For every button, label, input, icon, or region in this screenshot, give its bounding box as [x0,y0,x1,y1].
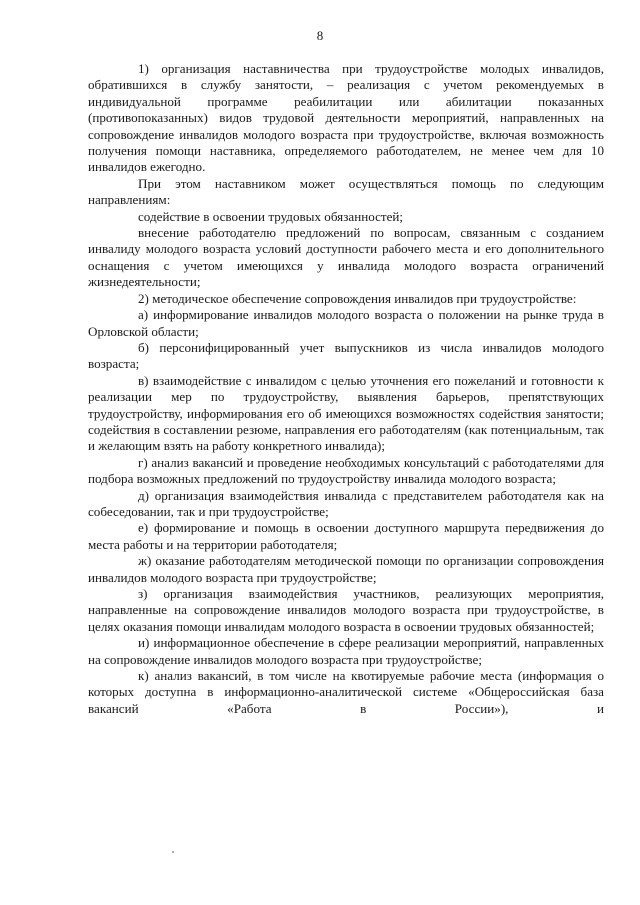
paragraph-methodical-support: 2) методическое обеспечение сопровождения инвалидов при трудоустройстве: [138,290,577,306]
paragraph-mentoring: 1) организация наставничества при трудоустройстве молодых инвалидов, обратившихся в службу занятости, – реализация с учетом рекомендуемых в индивидуальной программе реабилитации или абилитации показанных (противопоказанных) видов трудовой деятельности мероприятий, направленных на сопровождение инвалидов молодого возраста при трудоустройстве, включая возможность получения помощи наставника, определяемого работодателем, не менее чем для 10 инвалидов ежегодно. [88,61,604,175]
paragraph-labor-duties: содействие в освоении трудовых обязанностей; [138,208,404,224]
document-body [88,61,604,717]
paragraph-mentor-help-intro: При этом наставником может осуществляться помощь по следующим направлениям: [88,175,604,208]
paragraph-item-z: з) организация взаимодействия участников, реализующих мероприятия, направленные на сопровождение инвалидов молодого возраста при трудоустройстве, в целях оказания помощи инвалидам молодого возраста в освоении трудовых обязанностей; [88,586,604,634]
paragraph-item-d: д) организация взаимодействия инвалида с представителем работодателя как на собеседовании, так и при трудоустройстве; [88,487,604,519]
paragraph-employer-proposals: внесение работодателю предложений по вопросам, связанным с созданием инвалиду молодого возраста условий доступности рабочего места и его дополнительного оснащения с учетом имеющихся у инвалида молодого возраста ограничений жизнедеятельности; [88,225,604,290]
page-number: 8 [316,28,324,43]
paragraph-item-e: е) формирование и помощь в освоении доступного маршрута передвижения до места работы и на территории работодателя; [88,520,604,552]
paragraph-item-zh: ж) оказание работодателям методической помощи по организации сопровождения инвалидов молодого возраста при трудоустройстве; [88,553,604,585]
paragraph-item-v: в) взаимодействие с инвалидом с целью уточнения его пожеланий и готовности к реализации мер по трудоустройству, выявления барьеров, препятствующих трудоустройству, информирования его об имеющихся возможностях содействия занятости; содействия в составлении резюме, направления его работодателям (как потенциальным, так и желающим взять на работу конкретного инвалида); [88,372,604,454]
paragraph-item-g: г) анализ вакансий и проведение необходимых консультаций с работодателями для подбора возможных предложений по трудоустройству инвалида молодого возраста; [88,454,604,487]
paragraph-item-b: б) персонифицированный учет выпускников из числа инвалидов молодого возраста; [88,339,604,372]
paragraph-item-a: а) информирование инвалидов молодого возраста о положении на рынке труда в Орловской области; [88,307,604,339]
scan-speck [172,851,174,853]
paragraph-item-i: и) информационное обеспечение в сфере реализации мероприятий, направленных на сопровождение инвалидов молодого возраста при трудоустройстве; [88,635,604,667]
paragraph-item-k: к) анализ вакансий, в том числе на квотируемые рабочие места (информация о которых доступна в информационно-аналитической системе «Общероссийская база вакансий «Работа в России»), и [88,668,604,716]
